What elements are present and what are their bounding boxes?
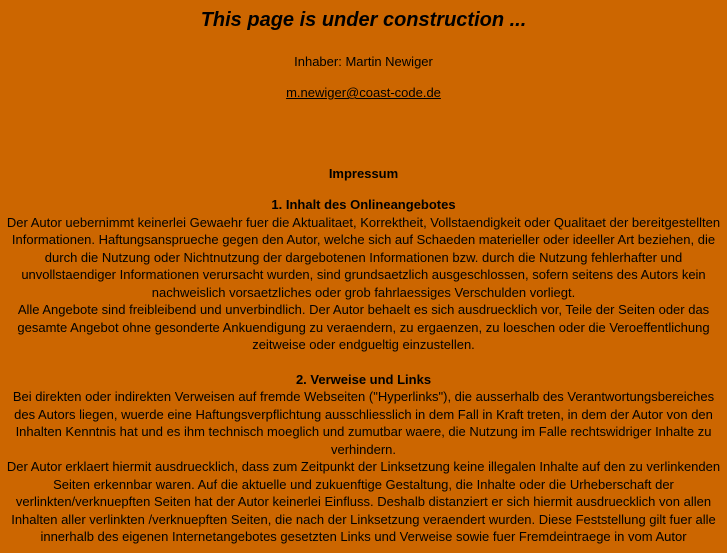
paragraph-offers: Alle Angebote sind freibleibend und unverbindlich. Der Autor behaelt es sich ausdruecklich vor, Teile der Seiten oder das gesamte Angebot ohne gesonderte Ankuendigung zu veraendern, zu ergaenzen, zu loeschen oder die Veroeffentlichung zeitweise oder endgueltig einzustellen. (17, 302, 710, 352)
owner-line: Inhaber: Martin Newiger (294, 54, 433, 69)
email-row (0, 85, 727, 101)
page-content (0, 8, 727, 546)
section-heading-verweise: 2. Verweise und Links (295, 371, 432, 387)
paragraph-link-disclaimer: Der Autor erklaert hiermit ausdruecklich, dass zum Zeitpunkt der Linksetzung keine illegalen Inhalte auf den zu verlinkenden Seiten erkennbar waren. Auf die aktuelle und zukuenftige Gestaltung, die Inhalte oder die Urheberschaft der verlinkten/verknuepften Seiten hat der Autor keinerlei Einfluss. Deshalb distanziert er sich hiermit ausdruecklich von allen Inhalten aller verlinkten /verknuepften Seiten, die nach der Linksetzung veraendert wurden. Diese Feststellung gilt fuer alle innerhalb des eigenen Internetangebotes gesetzten Links und Verweise sowie fuer Fremdeintraege in vom Autor (6, 459, 721, 544)
email-link[interactable]: m.newiger@coast-code.de (286, 85, 441, 100)
section-heading-inhalt: 1. Inhalt des Onlineangebotes (271, 197, 456, 212)
impressum-section-content (0, 196, 727, 354)
page-title: This page is under construction ... (200, 9, 527, 31)
under-construction-page (0, 8, 727, 553)
paragraph-hyperlinks: Bei direkten oder indirekten Verweisen auf fremde Webseiten ("Hyperlinks"), die ausserhalb des Verantwortungsbereiches des Autors liegen, wuerde eine Haftungsverpflichtung ausschliesslich in dem Fall in Kraft treten, in dem der Autor von den Inhalten Kenntnis hat und es ihm technisch moeglich und zumutbar waere, die Nutzung im Falle rechtswidriger Inhalte zu verhindern. (12, 389, 715, 457)
impressum-heading: Impressum (328, 166, 399, 181)
impressum-section-links (0, 371, 727, 546)
paragraph-liability: Der Autor uebernimmt keinerlei Gewaehr fuer die Aktualitaet, Korrektheit, Vollstaendigkeit oder Qualitaet der bereitgestellten Informationen. Haftungsansprueche gegen den Autor, welche sich auf Schaeden materieller oder ideeller Art beziehen, die durch die Nutzung oder Nichtnutzung der dargebotenen Informationen bzw. durch die Nutzung fehlerhafter und unvollstaendiger Informationen verursacht wurden, sind grundsaetzlich ausgeschlossen, sofern seitens des Autors kein nachweislich vorsaetzliches oder grob fahrlaessiges Verschulden vorliegt. (6, 214, 721, 300)
